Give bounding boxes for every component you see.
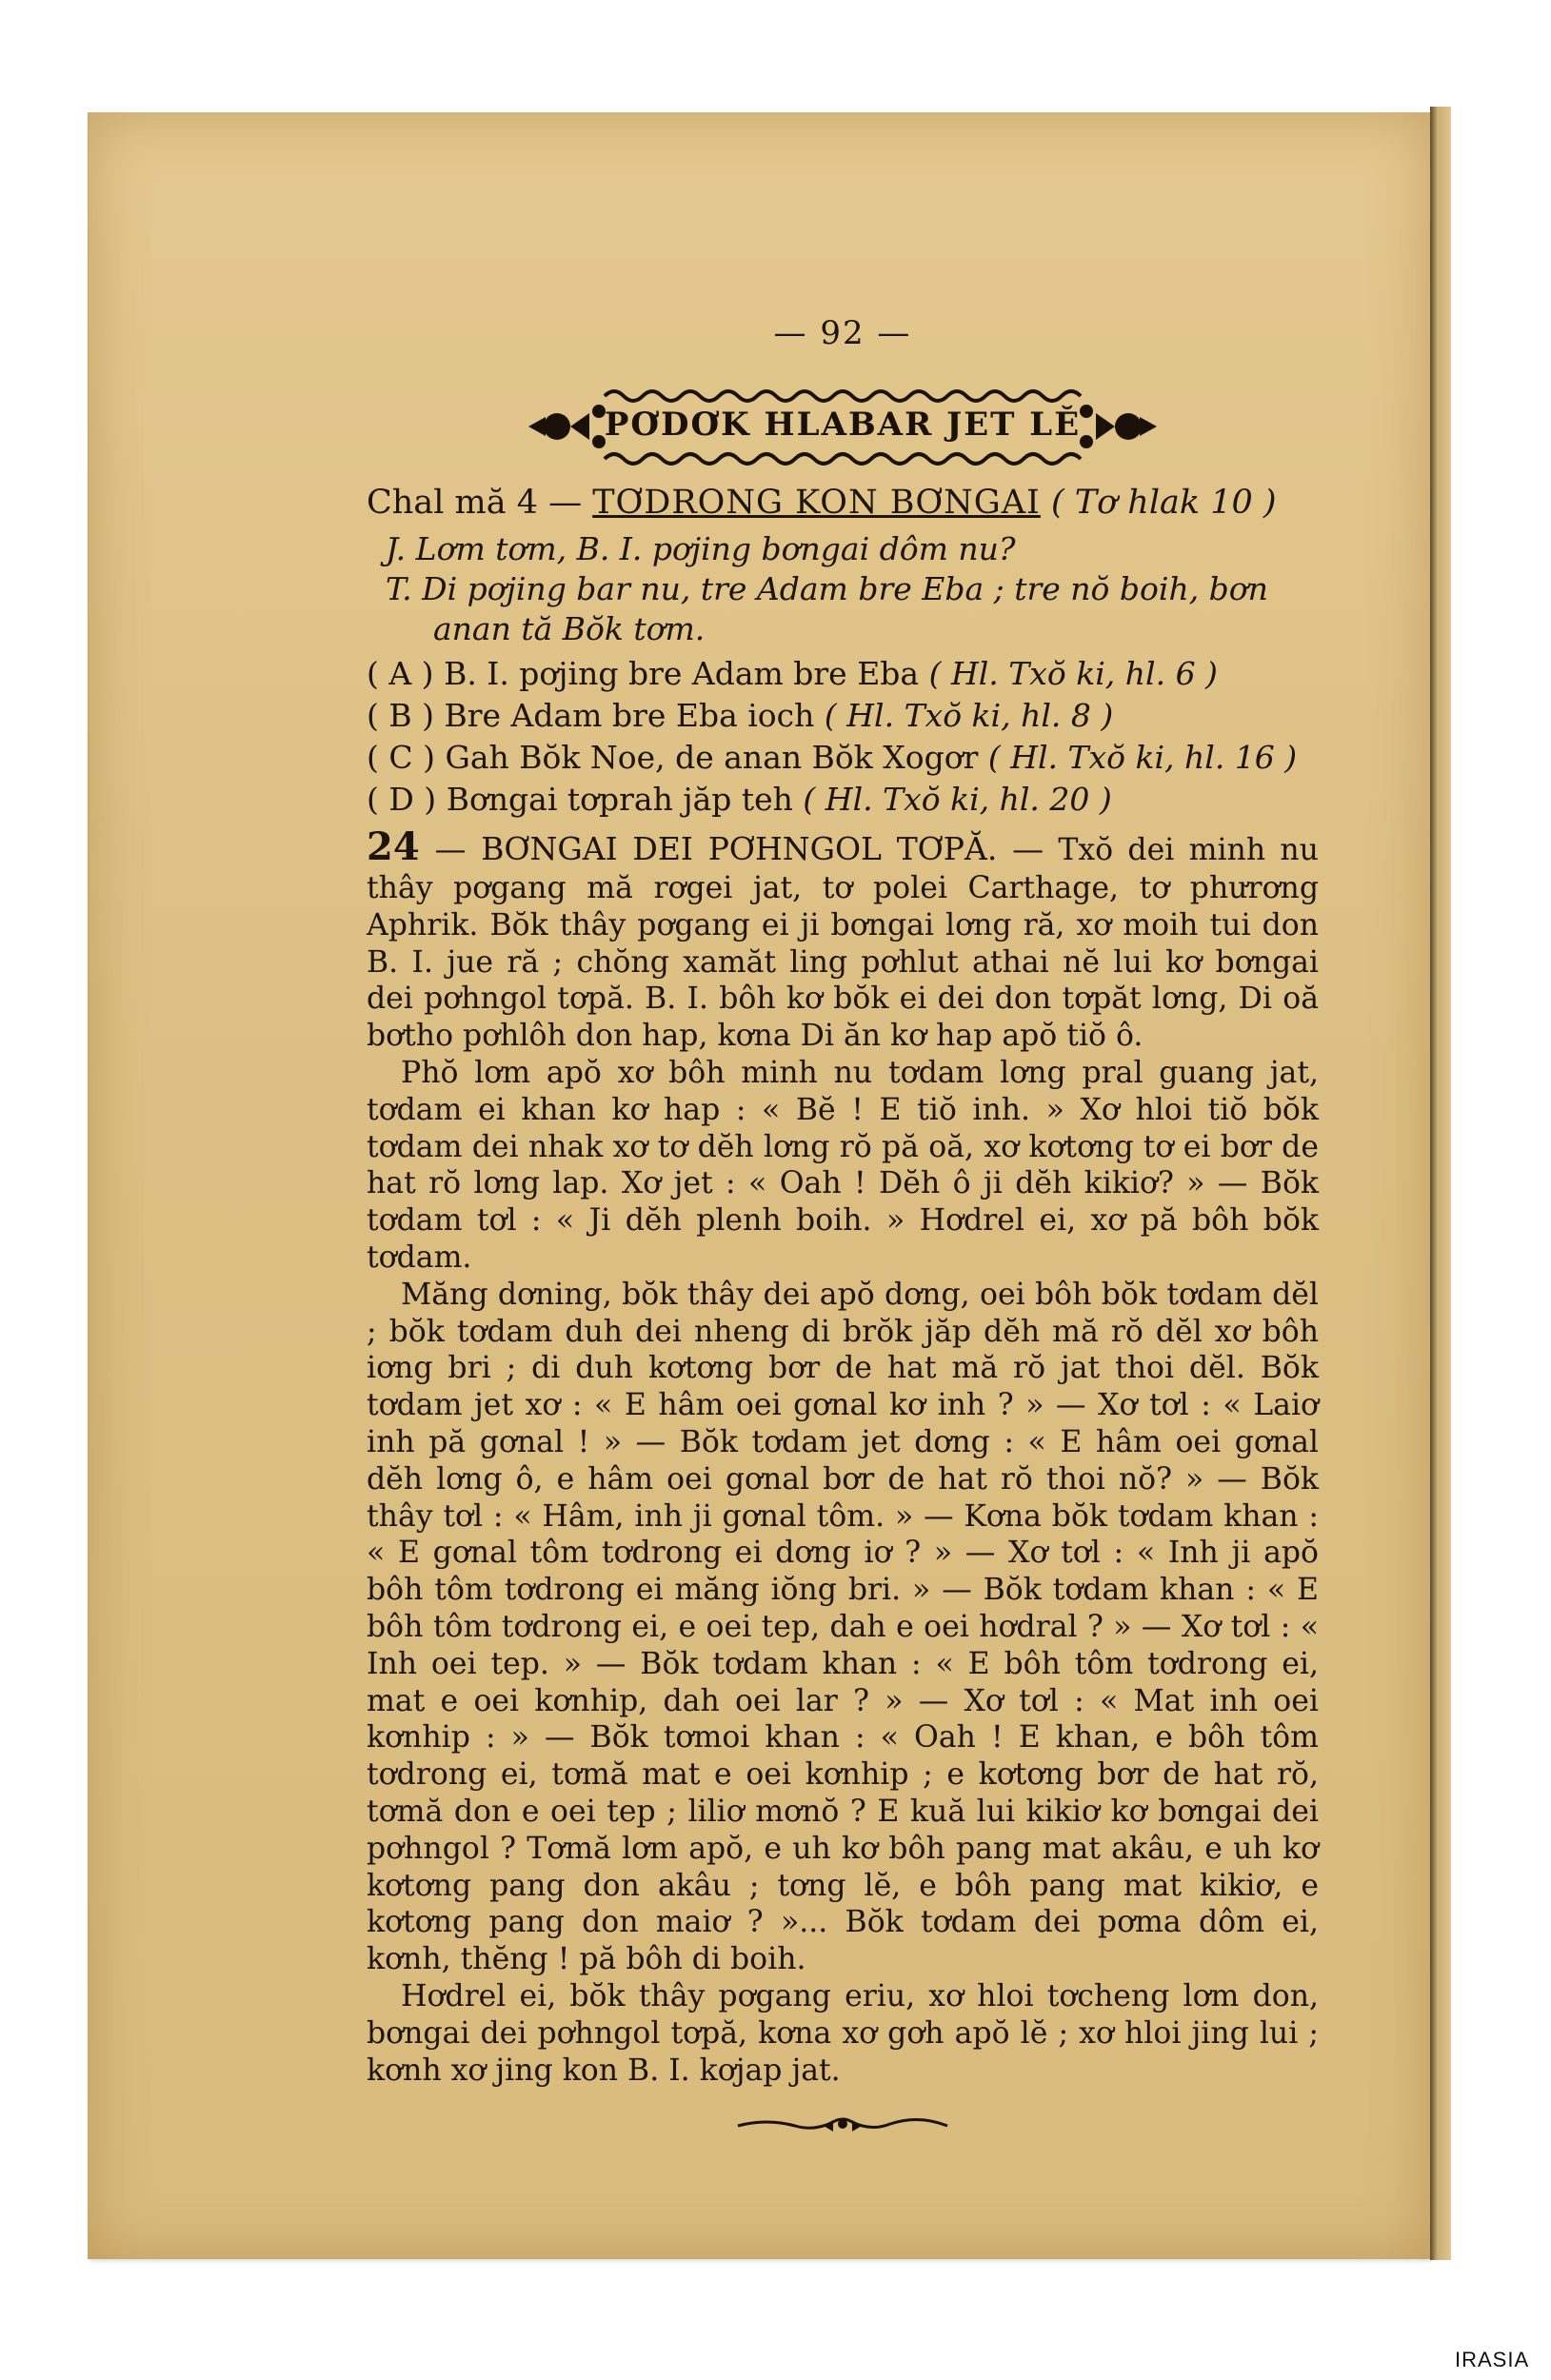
question-line <box>386 529 1319 569</box>
reference-link: ( Hl. Txŏ ki, hl. 6 ) <box>928 655 1218 692</box>
banner-title: PƠDƠK HLABAR JET LĔ <box>604 406 1082 444</box>
chapter-label: Chal mă 4 — <box>367 484 583 522</box>
answer-line <box>386 569 1319 609</box>
paragraph-2: Phŏ lơm apŏ xơ bôh minh nu tơdam lơng pral guang jat, tơdam ei khan kơ hap : « Bĕ ! E tiŏ inh. » Xơ hloi tiŏ bŏk tơdam dei nhak xơ tơ dĕh lơng rŏ pă oă, xơ kơtơng tơ ei bơr de hat rŏ lơng lap. Xơ jet : « Oah ! Dĕh ô ji dĕh kikiơ? » — Bŏk tơdam tơl : « Ji dĕh plenh boih. » Hơdrel ei, xơ pă bôh bŏk tơdam. <box>367 1055 1319 1275</box>
section-banner <box>519 379 1166 474</box>
reference-text: Bơngai tơprah jăp teh <box>446 781 793 818</box>
question-text: Lơm tơm, B. I. pơjing bơngai dôm nu? <box>415 530 1016 567</box>
answer-line-continued: anan tă Bŏk tơm. <box>433 610 706 647</box>
reference-mark: ( C ) <box>367 739 435 776</box>
body-text <box>367 826 1319 2089</box>
question-label: J. <box>386 530 407 567</box>
reference-mark: ( B ) <box>367 697 434 734</box>
page-content <box>367 314 1319 2140</box>
reference-link: ( Hl. Txŏ ki, hl. 20 ) <box>803 781 1112 818</box>
section-dash: — <box>434 830 467 867</box>
section-heading <box>367 824 1044 869</box>
question-answer <box>386 529 1319 649</box>
paragraph-1 <box>367 826 1319 1055</box>
reference-text: Bre Adam bre Eba ioch <box>444 697 815 734</box>
reference-link: ( Hl. Txŏ ki, hl. 16 ) <box>987 739 1298 776</box>
reference-link: ( Hl. Txŏ ki, hl. 8 ) <box>824 697 1114 734</box>
reference-item <box>367 653 1319 695</box>
reference-text: Gah Bŏk Noe, de anan Bŏk Xogơr <box>445 739 979 776</box>
reference-mark: ( D ) <box>367 781 437 818</box>
paragraph-text: Txŏ dei minh nu thây pơgang mă rơgei jat, tơ polei Carthage, tơ phưrơng Aphrik. Bŏk thây pơgang ei ji bơngai lơng ră, xơ moih tui don B. I. jue ră ; chŏng xamăt ling pơhlut athai nĕ lui kơ bơngai dei pơhngol tơpă. B. I. bôh kơ bŏk ei dei don tơpăt lơng, Di oă bơtho pơhlôh don hap, kơna Di ăn kơ hap apŏ tiŏ ô. <box>367 833 1319 1054</box>
section-title: BƠNGAI DEI PƠHNGOL TƠPĂ. — <box>481 830 1044 867</box>
chapter-title: TƠDRONG KON BƠNGAI <box>592 484 1041 522</box>
answer-text: Di pơjing bar nu, tre Adam bre Eba ; tre nŏ boih, bơn <box>422 570 1268 607</box>
section-number: 24 <box>367 824 420 869</box>
reference-text: B. I. pơjing bre Adam bre Eba <box>444 655 920 692</box>
answer-label: T. <box>386 570 412 607</box>
closing-ornament <box>728 2112 957 2140</box>
page-edge <box>1430 107 1451 2260</box>
reference-item <box>367 779 1319 821</box>
reference-mark: ( A ) <box>367 655 434 692</box>
reference-item <box>367 695 1319 737</box>
page-number: — 92 — <box>773 314 912 352</box>
watermark-label: IRASIA <box>1455 2348 1530 2371</box>
paragraph-3: Măng dơning, bŏk thây dei apŏ dơng, oei bôh bŏk tơdam dĕl ; bŏk tơdam duh dei nheng di brŏk jăp dĕh mă rŏ dĕl xơ bôh iơng bri ; di duh kơtơng bơr de hat mă rŏ jat thoi dĕl. Bŏk tơdam jet xơ : « E hâm oei gơnal kơ inh ? » — Xơ tơl : « Laiơ inh pă gơnal ! » — Bŏk tơdam jet dơng : « E hâm oei gơnal dĕh lơng ô, e hâm oei gơnal bơr de hat rŏ thoi nŏ? » — Bŏk thây tơl : « Hâm, inh ji gơnal tôm. » — Kơna bŏk tơdam khan : « E gơnal tôm tơdrong ei dơng iơ ? » — Xơ tơl : « Inh ji apŏ bôh tôm tơdrong ei măng iŏng bri. » — Bŏk tơdam khan : « E bôh tôm tơdrong ei, e oei tep, dah e oei hơdral ? » — Xơ tơl : « Inh oei tep. » — Bŏk tơdam khan : « E bôh tôm tơdrong ei, mat e oei kơnhip, dah oei lar ? » — Xơ tơl : « Mat inh oei kơnhip : » — Bŏk tơmoi khan : « Oah ! E khan, e bôh tôm tơdrong ei, tơmă mat e oei kơnhip ; e kơtơng bơr de hat rŏ, tơmă don e oei tep ; liliơ mơnŏ ? E kuă lui kikiơ kơ bơngai dei pơhngol ? Tơmă lơm apŏ, e uh kơ bôh pang mat akâu, e uh kơ kơtơng pang don akâu ; tơng lĕ, e bôh pang mat kikiơ, e kơtơng pang don maiơ ? »... Bŏk tơdam dei pơma dôm ei, kơnh, thĕng ! pă bôh di boih. <box>367 1277 1319 1977</box>
reference-list <box>367 653 1319 821</box>
chapter-reference: ( Tơ hlak 10 ) <box>1050 484 1277 522</box>
reference-item <box>367 737 1319 779</box>
chapter-line <box>367 484 1319 522</box>
paragraph-4: Hơdrel ei, bŏk thây pơgang eriu, xơ hloi tơcheng lơm don, bơngai dei pơhngol tơpă, kơna xơ gơh apŏ lĕ ; xơ hloi jing lui ; kơnh xơ jing kon B. I. kơjap jat. <box>367 1978 1319 2088</box>
